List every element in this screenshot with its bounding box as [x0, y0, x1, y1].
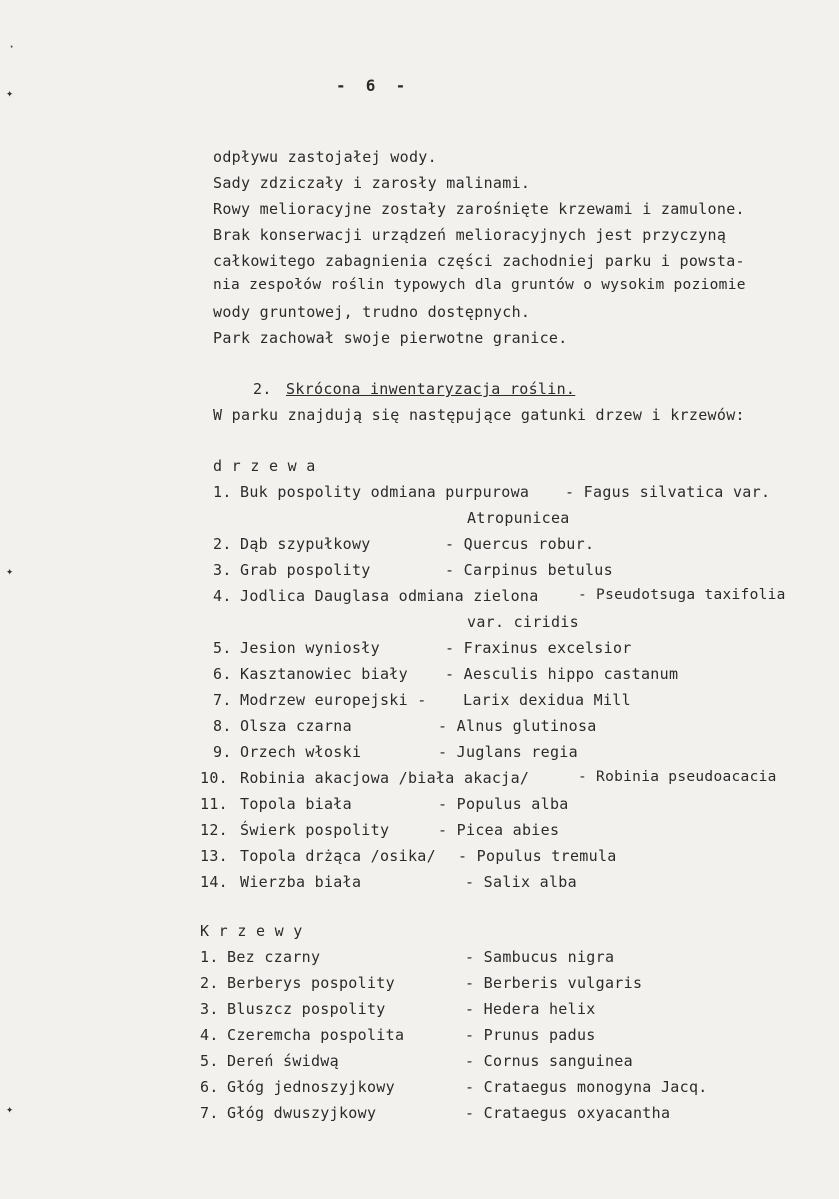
section-number: 2.	[253, 380, 272, 398]
tree-number: 9.	[213, 743, 232, 761]
paragraph-line: całkowitego zabagnienia części zachodniej parku i powsta-	[213, 252, 745, 270]
shrubs-heading: K r z e w y	[200, 922, 303, 940]
tree-number: 2.	[213, 535, 232, 553]
trees-heading: d r z e w a	[213, 457, 316, 475]
tree-latin-name: Larix dexidua Mill	[463, 691, 631, 709]
tree-latin-name: - Populus alba	[438, 795, 569, 813]
tree-latin-name: - Robinia pseudoacacia	[578, 769, 777, 785]
section-intro: W parku znajdują się następujące gatunki drzew i krzewów:	[213, 406, 745, 424]
tree-number: 5.	[213, 639, 232, 657]
shrub-polish-name: Czeremcha pospolita	[227, 1026, 405, 1044]
tree-number: 11.	[200, 795, 228, 813]
shrub-polish-name: Bluszcz pospolity	[227, 1000, 386, 1018]
shrub-latin-name: - Sambucus nigra	[465, 948, 615, 966]
paragraph-line: wody gruntowej, trudno dostępnych.	[213, 303, 531, 321]
paragraph-line: Sady zdziczały i zarosły malinami.	[213, 174, 531, 192]
section-title: Skrócona inwentaryzacja roślin.	[286, 380, 576, 398]
tree-latin-name-cont: var. ciridis	[467, 613, 579, 631]
tree-latin-name: - Aesculis hippo castanum	[445, 665, 679, 683]
tree-polish-name: Dąb szypułkowy	[240, 535, 371, 553]
shrub-polish-name: Dereń świdwą	[227, 1052, 339, 1070]
tree-latin-name: - Salix alba	[465, 873, 577, 891]
tree-number: 8.	[213, 717, 232, 735]
tree-polish-name: Grab pospolity	[240, 561, 371, 579]
shrub-latin-name: - Crataegus monogyna Jacq.	[465, 1078, 708, 1096]
tree-number: 10.	[200, 769, 228, 787]
margin-mark: ✦	[6, 564, 14, 578]
shrub-number: 5.	[200, 1052, 219, 1070]
paragraph-line: Brak konserwacji urządzeń melioracyjnych jest przyczyną	[213, 226, 727, 244]
shrub-latin-name: - Hedera helix	[465, 1000, 596, 1018]
tree-number: 13.	[200, 847, 228, 865]
shrub-latin-name: - Prunus padus	[465, 1026, 596, 1044]
tree-number: 3.	[213, 561, 232, 579]
shrub-polish-name: Głóg dwuszyjkowy	[227, 1104, 377, 1122]
tree-polish-name: Świerk pospolity	[240, 821, 390, 839]
tree-polish-name: Jodlica Dauglasa odmiana zielona	[240, 587, 539, 605]
tree-latin-name: - Fagus silvatica var.	[565, 483, 771, 501]
shrub-number: 3.	[200, 1000, 219, 1018]
tree-latin-name: - Alnus glutinosa	[438, 717, 597, 735]
tree-polish-name: Robinia akacjowa /biała akacja/	[240, 769, 530, 787]
tree-number: 1.	[213, 483, 232, 501]
shrub-number: 7.	[200, 1104, 219, 1122]
shrub-number: 2.	[200, 974, 219, 992]
tree-latin-name: - Carpinus betulus	[445, 561, 613, 579]
tree-polish-name: Orzech włoski	[240, 743, 362, 761]
shrub-latin-name: - Crataegus oxyacantha	[465, 1104, 671, 1122]
tree-polish-name: Kasztanowiec biały	[240, 665, 408, 683]
shrub-number: 1.	[200, 948, 219, 966]
shrub-polish-name: Głóg jednoszyjkowy	[227, 1078, 395, 1096]
tree-latin-name: - Picea abies	[438, 821, 560, 839]
tree-latin-name: - Quercus robur.	[445, 535, 595, 553]
paragraph-line: Rowy melioracyjne zostały zarośnięte krzewami i zamulone.	[213, 200, 745, 218]
page-number: - 6 -	[336, 76, 406, 95]
margin-mark: ✦	[6, 1102, 14, 1116]
tree-number: 14.	[200, 873, 228, 891]
shrub-number: 6.	[200, 1078, 219, 1096]
shrub-polish-name: Bez czarny	[227, 948, 321, 966]
paragraph-line: odpływu zastojałej wody.	[213, 148, 437, 166]
tree-latin-name: - Pseudotsuga taxifolia	[578, 587, 786, 603]
shrub-number: 4.	[200, 1026, 219, 1044]
tree-number: 12.	[200, 821, 228, 839]
tree-polish-name: Buk pospolity odmiana purpurowa	[240, 483, 530, 501]
tree-polish-name: Jesion wyniosły	[240, 639, 380, 657]
tree-polish-name: Topola drżąca /osika/	[240, 847, 436, 865]
tree-polish-name: Wierzba biała	[240, 873, 362, 891]
tree-latin-name-cont: Atropunicea	[467, 509, 570, 527]
tree-polish-name: Topola biała	[240, 795, 352, 813]
shrub-latin-name: - Cornus sanguinea	[465, 1052, 633, 1070]
tree-polish-name: Olsza czarna	[240, 717, 352, 735]
tree-latin-name: - Populus tremula	[458, 847, 617, 865]
margin-mark: ·	[8, 40, 16, 54]
paragraph-line: Park zachował swoje pierwotne granice.	[213, 329, 568, 347]
tree-latin-name: - Juglans regia	[438, 743, 578, 761]
tree-polish-name: Modrzew europejski -	[240, 691, 427, 709]
tree-number: 4.	[213, 587, 232, 605]
tree-number: 7.	[213, 691, 232, 709]
margin-mark: ✦	[6, 86, 14, 100]
tree-number: 6.	[213, 665, 232, 683]
shrub-latin-name: - Berberis vulgaris	[465, 974, 643, 992]
paragraph-line: nia zespołów roślin typowych dla gruntów o wysokim poziomie	[213, 277, 746, 293]
shrub-polish-name: Berberys pospolity	[227, 974, 395, 992]
tree-latin-name: - Fraxinus excelsior	[445, 639, 632, 657]
